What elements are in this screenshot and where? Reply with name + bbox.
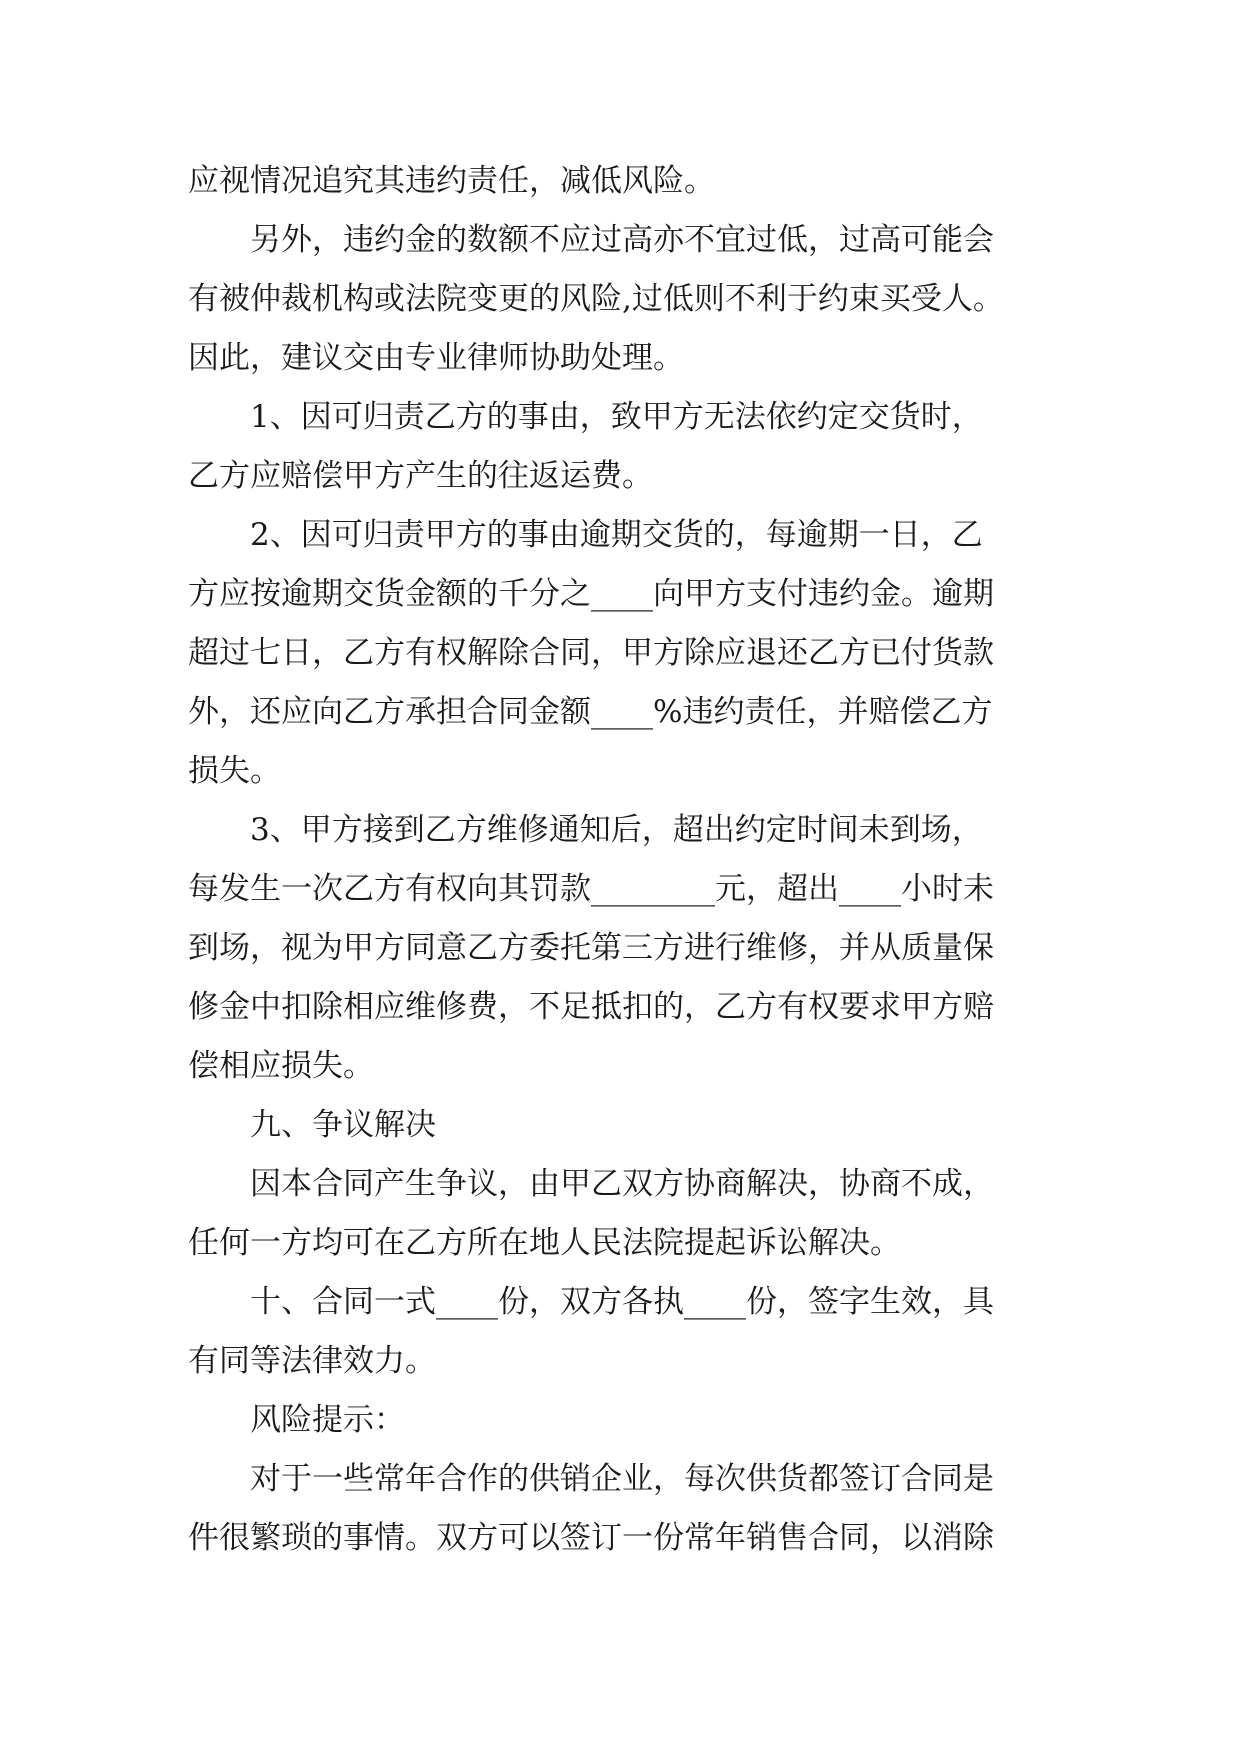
text-line: 有被仲裁机构或法院变更的风险,过低则不利于约束买受人。 xyxy=(188,281,1004,317)
section-ten-line: 十、合同一式____份，双方各执____份，签字生效，具 xyxy=(250,1284,994,1320)
text-line: 对于一些常年合作的供销企业，每次供货都签订合同是 xyxy=(250,1461,994,1497)
text-line: 超过七日，乙方有权解除合同，甲方除应退还乙方已付货款 xyxy=(188,635,994,671)
clause-1-line: 1、因可归责乙方的事由，致甲方无法依约定交货时， xyxy=(250,399,983,435)
text-line: 任何一方均可在乙方所在地人民法院提起诉讼解决。 xyxy=(188,1225,901,1261)
text-line: 因此，建议交由专业律师协助处理。 xyxy=(188,340,684,376)
text-line: 外，还应向乙方承担合同金额____%违约责任，并赔偿乙方 xyxy=(188,694,993,730)
text-line: 应视情况追究其违约责任，减低风险。 xyxy=(188,163,715,199)
text-line: 件很繁琐的事情。双方可以签订一份常年销售合同，以消除 xyxy=(188,1520,994,1556)
risk-notice-heading: 风险提示： xyxy=(250,1402,405,1438)
contract-text xyxy=(188,152,1088,1568)
text-line: 有同等法律效力。 xyxy=(188,1343,436,1379)
text-line: 每发生一次乙方有权向其罚款________元，超出____小时未 xyxy=(188,871,994,907)
text-line: 方应按逾期交货金额的千分之____向甲方支付违约金。逾期 xyxy=(188,576,994,612)
text-line: 到场，视为甲方同意乙方委托第三方进行维修，并从质量保 xyxy=(188,930,994,966)
section-heading-dispute: 九、争议解决 xyxy=(250,1107,436,1143)
text-line: 另外，违约金的数额不应过高亦不宜过低，过高可能会 xyxy=(250,222,994,258)
text-line: 偿相应损失。 xyxy=(188,1048,374,1084)
text-line: 修金中扣除相应维修费，不足抵扣的，乙方有权要求甲方赔 xyxy=(188,989,994,1025)
clause-3-line: 3、甲方接到乙方维修通知后，超出约定时间未到场， xyxy=(250,812,983,848)
clause-2-line: 2、因可归责甲方的事由逾期交货的，每逾期一日，乙 xyxy=(250,517,983,553)
text-line: 损失。 xyxy=(188,753,281,789)
text-line: 因本合同产生争议，由甲乙双方协商解决，协商不成， xyxy=(250,1166,994,1202)
text-line: 乙方应赔偿甲方产生的往返运费。 xyxy=(188,458,653,494)
